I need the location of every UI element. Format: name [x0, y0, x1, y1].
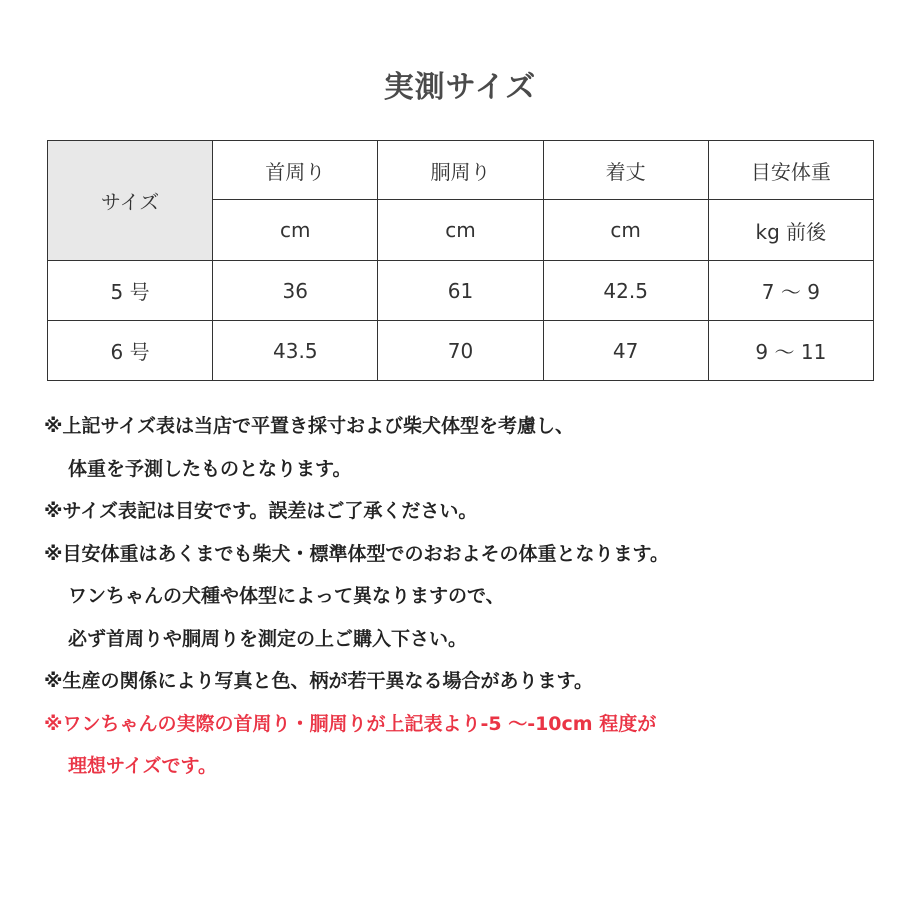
- note-line: ※目安体重はあくまでも柴犬・標準体型でのおおよその体重となります。: [44, 542, 669, 565]
- value-cell: 61: [378, 261, 543, 321]
- column-header-weight: 目安体重: [708, 141, 873, 200]
- note-line: ※生産の関係により写真と色、柄が若干異なる場合があります。: [44, 670, 593, 692]
- size-table: [47, 140, 874, 381]
- size-cell: 5 号: [48, 261, 213, 321]
- table-header-row: [48, 141, 874, 200]
- unit-cell: kg 前後: [708, 200, 873, 261]
- note-line: 必ず首周りや胴周りを測定の上ご購入下さい。: [68, 627, 468, 650]
- size-cell: 6 号: [48, 321, 213, 381]
- note-line: ※上記サイズ表は当店で平置き採寸および柴犬体型を考慮し、: [44, 415, 574, 437]
- unit-cell: cm: [378, 200, 543, 261]
- important-note-line: ※ワンちゃんの実際の首周り・胴周りが上記表より-5 〜-10cm 程度が: [44, 712, 657, 735]
- unit-cell: cm: [213, 200, 378, 261]
- note-line: 体重を予測したものとなります。: [68, 457, 352, 480]
- column-header-neck: 首周り: [213, 141, 378, 200]
- page-title: 実測サイズ: [383, 70, 537, 105]
- value-cell: 36: [213, 261, 378, 321]
- unit-cell: cm: [543, 200, 708, 261]
- note-line: ※サイズ表記は目安です。誤差はご了承ください。: [44, 500, 478, 522]
- value-cell: 7 〜 9: [708, 261, 873, 321]
- value-cell: 9 〜 11: [708, 321, 873, 381]
- column-header-chest: 胴周り: [378, 141, 543, 200]
- size-label-cell: サイズ: [48, 141, 213, 261]
- table-row: [48, 321, 874, 381]
- value-cell: 43.5: [213, 321, 378, 381]
- important-note-line: 理想サイズです。: [68, 755, 217, 777]
- value-cell: 70: [378, 321, 543, 381]
- column-header-length: 着丈: [543, 141, 708, 200]
- value-cell: 47: [543, 321, 708, 381]
- table-row: [48, 261, 874, 321]
- value-cell: 42.5: [543, 261, 708, 321]
- note-line: ワンちゃんの犬種や体型によって異なりますので、: [68, 585, 505, 607]
- notes-section: [44, 410, 904, 793]
